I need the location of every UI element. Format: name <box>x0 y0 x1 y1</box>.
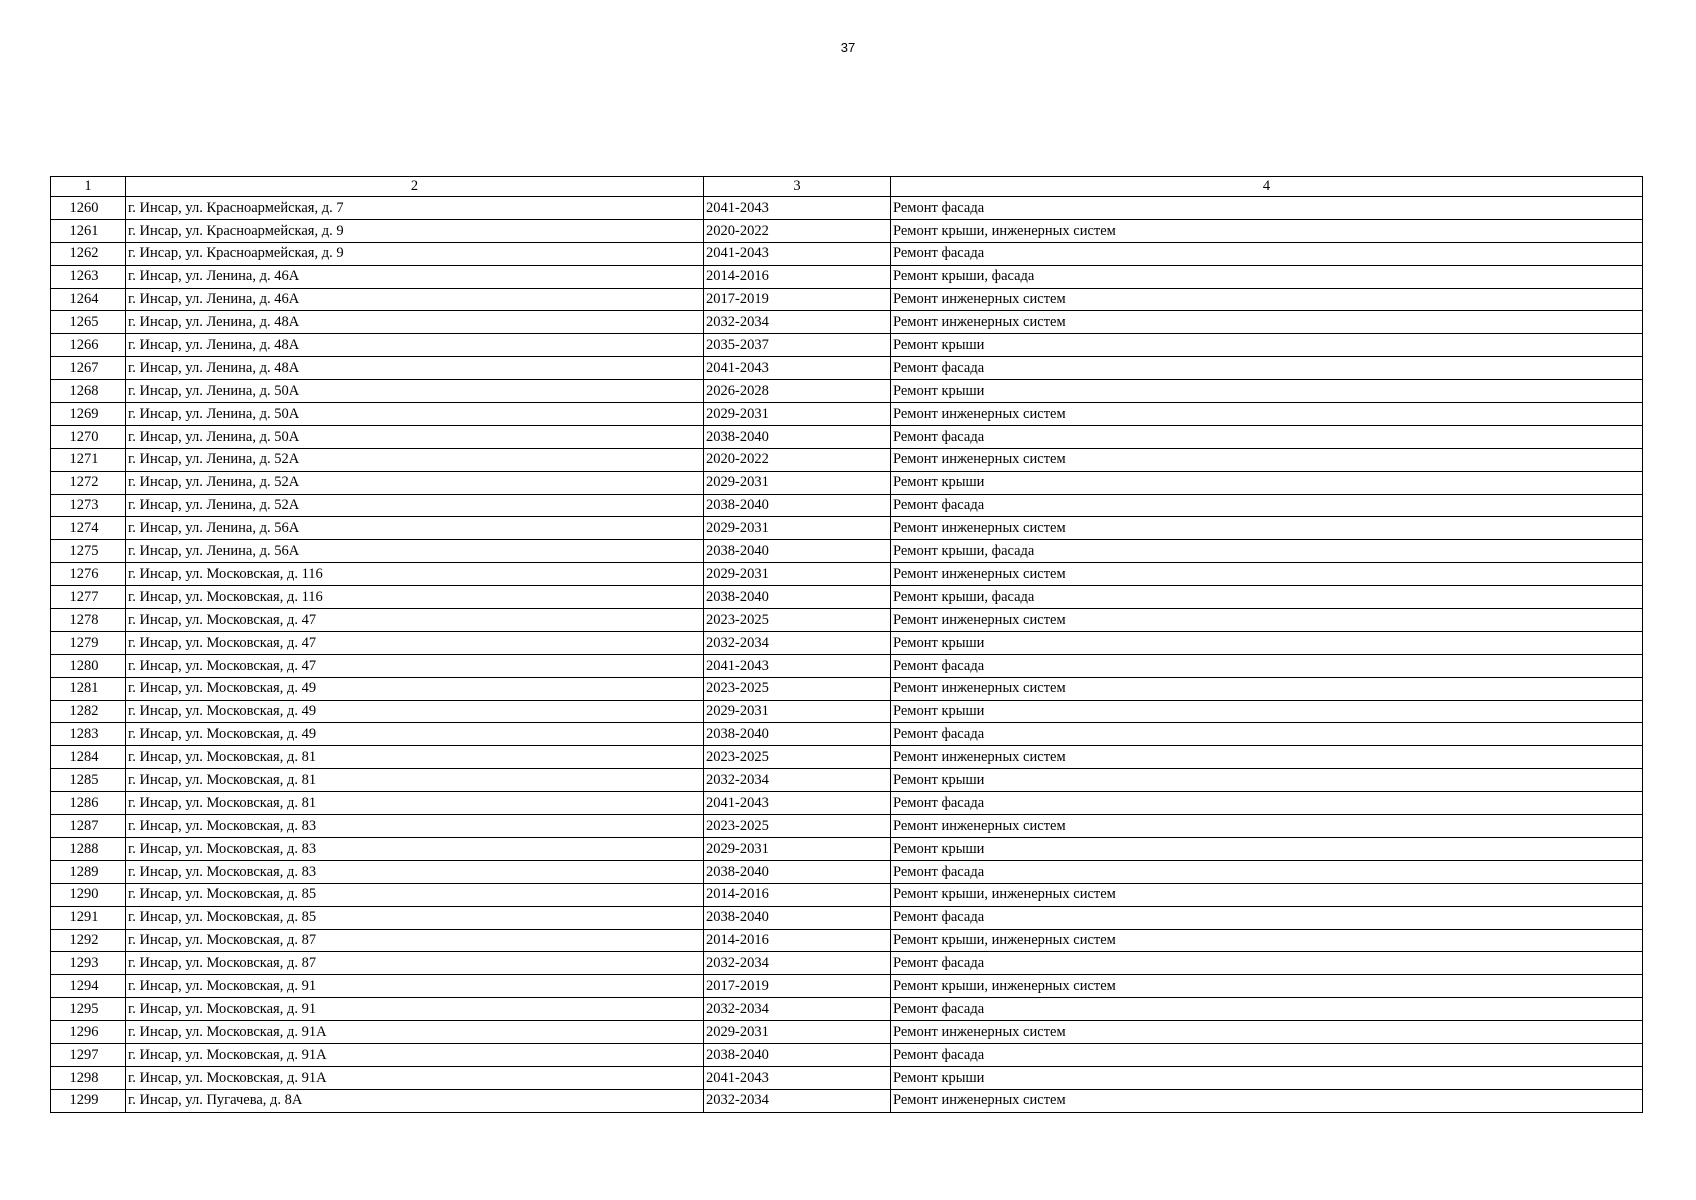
table-row <box>51 334 1643 357</box>
table-row <box>51 631 1643 654</box>
address-cell: г. Инсар, ул. Красноармейская, д. 7 <box>126 197 704 220</box>
address-cell: г. Инсар, ул. Московская, д. 81 <box>126 746 704 769</box>
row-number: 1297 <box>51 1043 126 1066</box>
work-type-cell: Ремонт фасада <box>891 654 1643 677</box>
table-row <box>51 219 1643 242</box>
table-row <box>51 242 1643 265</box>
period-cell: 2023-2025 <box>704 609 891 632</box>
period-cell: 2032-2034 <box>704 769 891 792</box>
address-cell: г. Инсар, ул. Московская, д. 83 <box>126 837 704 860</box>
work-type-cell: Ремонт инженерных систем <box>891 517 1643 540</box>
period-cell: 2029-2031 <box>704 563 891 586</box>
work-type-cell: Ремонт инженерных систем <box>891 1021 1643 1044</box>
table-row <box>51 998 1643 1021</box>
table-row <box>51 357 1643 380</box>
row-number: 1262 <box>51 242 126 265</box>
period-cell: 2029-2031 <box>704 471 891 494</box>
address-cell: г. Инсар, ул. Московская, д. 83 <box>126 815 704 838</box>
address-cell: г. Инсар, ул. Ленина, д. 50А <box>126 425 704 448</box>
row-number: 1292 <box>51 929 126 952</box>
row-number: 1289 <box>51 860 126 883</box>
address-cell: г. Инсар, ул. Ленина, д. 48А <box>126 357 704 380</box>
row-number: 1278 <box>51 609 126 632</box>
address-cell: г. Инсар, ул. Московская, д. 116 <box>126 586 704 609</box>
row-number: 1275 <box>51 540 126 563</box>
work-type-cell: Ремонт крыши, фасада <box>891 540 1643 563</box>
row-number: 1267 <box>51 357 126 380</box>
row-number: 1274 <box>51 517 126 540</box>
table-row <box>51 265 1643 288</box>
work-type-cell: Ремонт фасада <box>891 998 1643 1021</box>
row-number: 1299 <box>51 1089 126 1112</box>
work-type-cell: Ремонт инженерных систем <box>891 815 1643 838</box>
table-row <box>51 403 1643 426</box>
address-cell: г. Инсар, ул. Московская, д. 91 <box>126 975 704 998</box>
period-cell: 2029-2031 <box>704 1021 891 1044</box>
row-number: 1298 <box>51 1066 126 1089</box>
period-cell: 2038-2040 <box>704 425 891 448</box>
address-cell: г. Инсар, ул. Ленина, д. 50А <box>126 380 704 403</box>
row-number: 1270 <box>51 425 126 448</box>
row-number: 1282 <box>51 700 126 723</box>
table-row <box>51 654 1643 677</box>
row-number: 1288 <box>51 837 126 860</box>
table-row <box>51 906 1643 929</box>
work-type-cell: Ремонт крыши, фасада <box>891 586 1643 609</box>
address-cell: г. Инсар, ул. Красноармейская, д. 9 <box>126 219 704 242</box>
work-type-cell: Ремонт фасада <box>891 860 1643 883</box>
work-type-cell: Ремонт фасада <box>891 197 1643 220</box>
period-cell: 2029-2031 <box>704 700 891 723</box>
address-cell: г. Инсар, ул. Ленина, д. 56А <box>126 540 704 563</box>
address-cell: г. Инсар, ул. Ленина, д. 48А <box>126 311 704 334</box>
period-cell: 2029-2031 <box>704 403 891 426</box>
work-type-cell: Ремонт крыши <box>891 380 1643 403</box>
address-cell: г. Инсар, ул. Московская, д. 87 <box>126 929 704 952</box>
column-header-3: 3 <box>704 177 891 197</box>
table-row <box>51 929 1643 952</box>
row-number: 1263 <box>51 265 126 288</box>
address-cell: г. Инсар, ул. Московская, д. 49 <box>126 723 704 746</box>
row-number: 1265 <box>51 311 126 334</box>
table-row <box>51 677 1643 700</box>
period-cell: 2017-2019 <box>704 975 891 998</box>
period-cell: 2029-2031 <box>704 837 891 860</box>
table-row <box>51 975 1643 998</box>
table-row <box>51 563 1643 586</box>
address-cell: г. Инсар, ул. Ленина, д. 52А <box>126 494 704 517</box>
address-cell: г. Инсар, ул. Ленина, д. 46А <box>126 288 704 311</box>
row-number: 1260 <box>51 197 126 220</box>
address-cell: г. Инсар, ул. Ленина, д. 50А <box>126 403 704 426</box>
address-cell: г. Инсар, ул. Московская, д. 47 <box>126 609 704 632</box>
row-number: 1296 <box>51 1021 126 1044</box>
table-header <box>51 177 1643 197</box>
work-type-cell: Ремонт фасада <box>891 494 1643 517</box>
table-row <box>51 792 1643 815</box>
work-type-cell: Ремонт фасада <box>891 357 1643 380</box>
row-number: 1291 <box>51 906 126 929</box>
row-number: 1286 <box>51 792 126 815</box>
work-type-cell: Ремонт фасада <box>891 952 1643 975</box>
repair-schedule-table <box>50 176 1643 1113</box>
address-cell: г. Инсар, ул. Красноармейская, д. 9 <box>126 242 704 265</box>
address-cell: г. Инсар, ул. Московская, д. 91 <box>126 998 704 1021</box>
page-number: 37 <box>840 40 856 55</box>
address-cell: г. Инсар, ул. Московская, д. 47 <box>126 631 704 654</box>
row-number: 1280 <box>51 654 126 677</box>
table-row <box>51 769 1643 792</box>
row-number: 1272 <box>51 471 126 494</box>
address-cell: г. Инсар, ул. Ленина, д. 46А <box>126 265 704 288</box>
period-cell: 2041-2043 <box>704 792 891 815</box>
row-number: 1266 <box>51 334 126 357</box>
work-type-cell: Ремонт крыши <box>891 769 1643 792</box>
address-cell: г. Инсар, ул. Московская, д. 91А <box>126 1066 704 1089</box>
table-row <box>51 517 1643 540</box>
row-number: 1269 <box>51 403 126 426</box>
period-cell: 2020-2022 <box>704 448 891 471</box>
address-cell: г. Инсар, ул. Московская, д. 85 <box>126 883 704 906</box>
period-cell: 2041-2043 <box>704 654 891 677</box>
table-row <box>51 197 1643 220</box>
row-number: 1264 <box>51 288 126 311</box>
row-number: 1284 <box>51 746 126 769</box>
address-cell: г. Инсар, ул. Московская, д. 87 <box>126 952 704 975</box>
row-number: 1276 <box>51 563 126 586</box>
period-cell: 2041-2043 <box>704 357 891 380</box>
period-cell: 2038-2040 <box>704 860 891 883</box>
work-type-cell: Ремонт фасада <box>891 792 1643 815</box>
period-cell: 2023-2025 <box>704 815 891 838</box>
period-cell: 2038-2040 <box>704 540 891 563</box>
row-number: 1271 <box>51 448 126 471</box>
row-number: 1281 <box>51 677 126 700</box>
row-number: 1285 <box>51 769 126 792</box>
period-cell: 2014-2016 <box>704 929 891 952</box>
period-cell: 2032-2034 <box>704 631 891 654</box>
table-row <box>51 837 1643 860</box>
period-cell: 2041-2043 <box>704 1066 891 1089</box>
table-row <box>51 815 1643 838</box>
work-type-cell: Ремонт инженерных систем <box>891 403 1643 426</box>
period-cell: 2041-2043 <box>704 197 891 220</box>
work-type-cell: Ремонт фасада <box>891 906 1643 929</box>
address-cell: г. Инсар, ул. Московская, д. 91А <box>126 1021 704 1044</box>
period-cell: 2041-2043 <box>704 242 891 265</box>
address-cell: г. Инсар, ул. Ленина, д. 52А <box>126 471 704 494</box>
period-cell: 2029-2031 <box>704 517 891 540</box>
table-row <box>51 1021 1643 1044</box>
table-row <box>51 540 1643 563</box>
row-number: 1261 <box>51 219 126 242</box>
work-type-cell: Ремонт крыши, инженерных систем <box>891 219 1643 242</box>
table-row <box>51 448 1643 471</box>
work-type-cell: Ремонт крыши, инженерных систем <box>891 929 1643 952</box>
work-type-cell: Ремонт инженерных систем <box>891 288 1643 311</box>
period-cell: 2035-2037 <box>704 334 891 357</box>
address-cell: г. Инсар, ул. Московская, д. 47 <box>126 654 704 677</box>
address-cell: г. Инсар, ул. Московская, д. 85 <box>126 906 704 929</box>
table-body <box>51 197 1643 1113</box>
table-row <box>51 494 1643 517</box>
address-cell: г. Инсар, ул. Московская, д. 116 <box>126 563 704 586</box>
work-type-cell: Ремонт инженерных систем <box>891 448 1643 471</box>
row-number: 1293 <box>51 952 126 975</box>
address-cell: г. Инсар, ул. Пугачева, д. 8А <box>126 1089 704 1112</box>
period-cell: 2038-2040 <box>704 494 891 517</box>
row-number: 1273 <box>51 494 126 517</box>
period-cell: 2023-2025 <box>704 746 891 769</box>
work-type-cell: Ремонт крыши <box>891 837 1643 860</box>
table-row <box>51 1066 1643 1089</box>
table-row <box>51 471 1643 494</box>
address-cell: г. Инсар, ул. Московская, д. 81 <box>126 792 704 815</box>
work-type-cell: Ремонт инженерных систем <box>891 746 1643 769</box>
column-header-4: 4 <box>891 177 1643 197</box>
table-row <box>51 1043 1643 1066</box>
table-row <box>51 952 1643 975</box>
table-row <box>51 860 1643 883</box>
table-row <box>51 609 1643 632</box>
header-row <box>51 177 1643 197</box>
row-number: 1268 <box>51 380 126 403</box>
work-type-cell: Ремонт фасада <box>891 242 1643 265</box>
table-row <box>51 723 1643 746</box>
row-number: 1295 <box>51 998 126 1021</box>
column-header-1: 1 <box>51 177 126 197</box>
table-row <box>51 380 1643 403</box>
address-cell: г. Инсар, ул. Московская, д. 49 <box>126 677 704 700</box>
work-type-cell: Ремонт крыши, инженерных систем <box>891 883 1643 906</box>
address-cell: г. Инсар, ул. Московская, д. 49 <box>126 700 704 723</box>
column-header-2: 2 <box>126 177 704 197</box>
address-cell: г. Инсар, ул. Московская, д. 83 <box>126 860 704 883</box>
work-type-cell: Ремонт крыши, инженерных систем <box>891 975 1643 998</box>
period-cell: 2032-2034 <box>704 311 891 334</box>
table-row <box>51 288 1643 311</box>
address-cell: г. Инсар, ул. Московская, д. 91А <box>126 1043 704 1066</box>
work-type-cell: Ремонт крыши, фасада <box>891 265 1643 288</box>
period-cell: 2032-2034 <box>704 1089 891 1112</box>
work-type-cell: Ремонт фасада <box>891 1043 1643 1066</box>
period-cell: 2038-2040 <box>704 586 891 609</box>
row-number: 1279 <box>51 631 126 654</box>
address-cell: г. Инсар, ул. Ленина, д. 48А <box>126 334 704 357</box>
period-cell: 2038-2040 <box>704 723 891 746</box>
period-cell: 2020-2022 <box>704 219 891 242</box>
period-cell: 2014-2016 <box>704 265 891 288</box>
address-cell: г. Инсар, ул. Ленина, д. 56А <box>126 517 704 540</box>
table-row <box>51 1089 1643 1112</box>
period-cell: 2026-2028 <box>704 380 891 403</box>
table-row <box>51 746 1643 769</box>
period-cell: 2038-2040 <box>704 906 891 929</box>
work-type-cell: Ремонт инженерных систем <box>891 677 1643 700</box>
table-row <box>51 883 1643 906</box>
period-cell: 2014-2016 <box>704 883 891 906</box>
table-row <box>51 311 1643 334</box>
row-number: 1277 <box>51 586 126 609</box>
work-type-cell: Ремонт инженерных систем <box>891 563 1643 586</box>
table-row <box>51 425 1643 448</box>
row-number: 1283 <box>51 723 126 746</box>
work-type-cell: Ремонт фасада <box>891 425 1643 448</box>
row-number: 1294 <box>51 975 126 998</box>
work-type-cell: Ремонт крыши <box>891 631 1643 654</box>
work-type-cell: Ремонт крыши <box>891 471 1643 494</box>
row-number: 1287 <box>51 815 126 838</box>
period-cell: 2032-2034 <box>704 952 891 975</box>
period-cell: 2023-2025 <box>704 677 891 700</box>
work-type-cell: Ремонт фасада <box>891 723 1643 746</box>
work-type-cell: Ремонт крыши <box>891 334 1643 357</box>
work-type-cell: Ремонт инженерных систем <box>891 609 1643 632</box>
address-cell: г. Инсар, ул. Ленина, д. 52А <box>126 448 704 471</box>
period-cell: 2017-2019 <box>704 288 891 311</box>
work-type-cell: Ремонт инженерных систем <box>891 311 1643 334</box>
address-cell: г. Инсар, ул. Московская, д. 81 <box>126 769 704 792</box>
period-cell: 2038-2040 <box>704 1043 891 1066</box>
row-number: 1290 <box>51 883 126 906</box>
table-row <box>51 586 1643 609</box>
work-type-cell: Ремонт инженерных систем <box>891 1089 1643 1112</box>
table-row <box>51 700 1643 723</box>
work-type-cell: Ремонт крыши <box>891 1066 1643 1089</box>
work-type-cell: Ремонт крыши <box>891 700 1643 723</box>
period-cell: 2032-2034 <box>704 998 891 1021</box>
